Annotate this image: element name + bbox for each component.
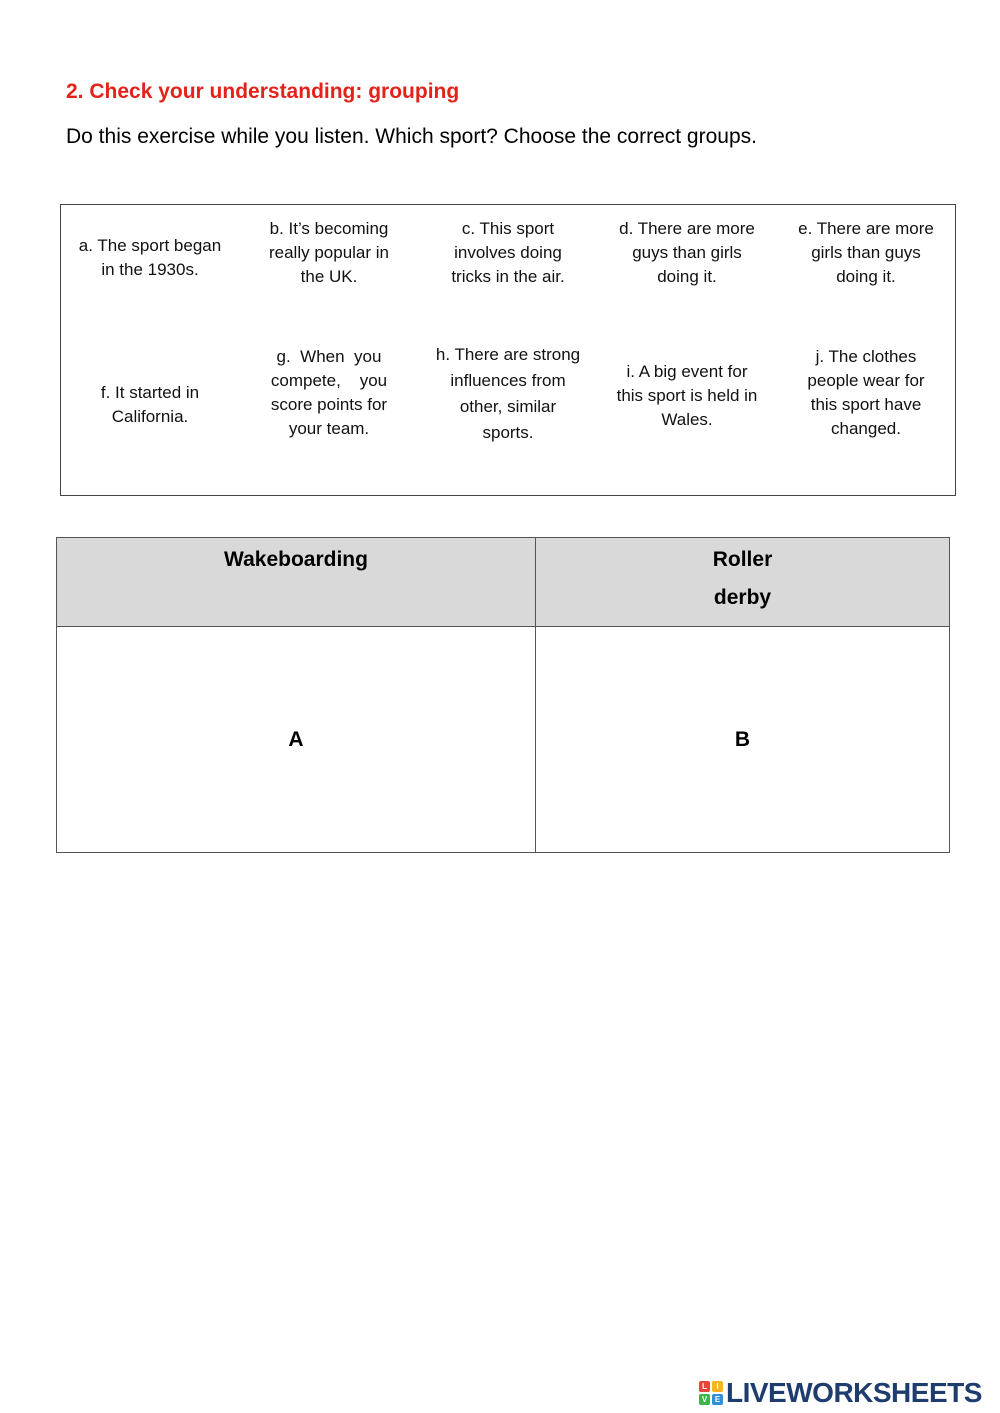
statement-d[interactable]: d. There are more guys than girls doing it. [619, 219, 755, 286]
statement-c[interactable]: c. This sport involves doing tricks in the air. [451, 219, 565, 286]
brand-wordmark: LIVEWORKSHEETS [726, 1377, 982, 1408]
statement-a[interactable]: a. The sport began in the 1930s. [78, 236, 222, 279]
group-header-roller-derby: Roller derby [536, 538, 950, 627]
statement-f[interactable]: f. It started in California. [100, 383, 200, 426]
exercise-instruction: Do this exercise while you listen. Which sport? Choose the correct groups. [66, 125, 757, 148]
statement-b[interactable]: b. It’s becoming really popular in the UK. [268, 219, 389, 286]
group-header-wakeboarding: Wakeboarding [57, 538, 536, 627]
statement-h[interactable]: h. There are strong influences from other, similar sports. [435, 345, 581, 442]
statements-box [60, 204, 956, 496]
statement-j[interactable]: j. The clothes people wear for this sport have changed. [807, 347, 925, 438]
exercise-heading: 2. Check your understanding: grouping [66, 80, 460, 103]
drop-zone-b[interactable] [536, 627, 950, 853]
statement-g[interactable]: g. When you compete, you score points for your team. [270, 347, 388, 438]
statement-i[interactable]: i. A big event for this sport is held in Wales. [616, 362, 758, 429]
liveworksheets-brand [699, 1378, 982, 1408]
drop-zone-label: B [734, 727, 751, 751]
groups-table [56, 537, 950, 853]
drop-zone-label: A [288, 727, 304, 751]
statement-e[interactable]: e. There are more girls than guys doing it. [798, 219, 934, 286]
liveworksheets-logo-icon: L I V E [699, 1381, 723, 1405]
drop-zone-a[interactable] [57, 627, 536, 853]
